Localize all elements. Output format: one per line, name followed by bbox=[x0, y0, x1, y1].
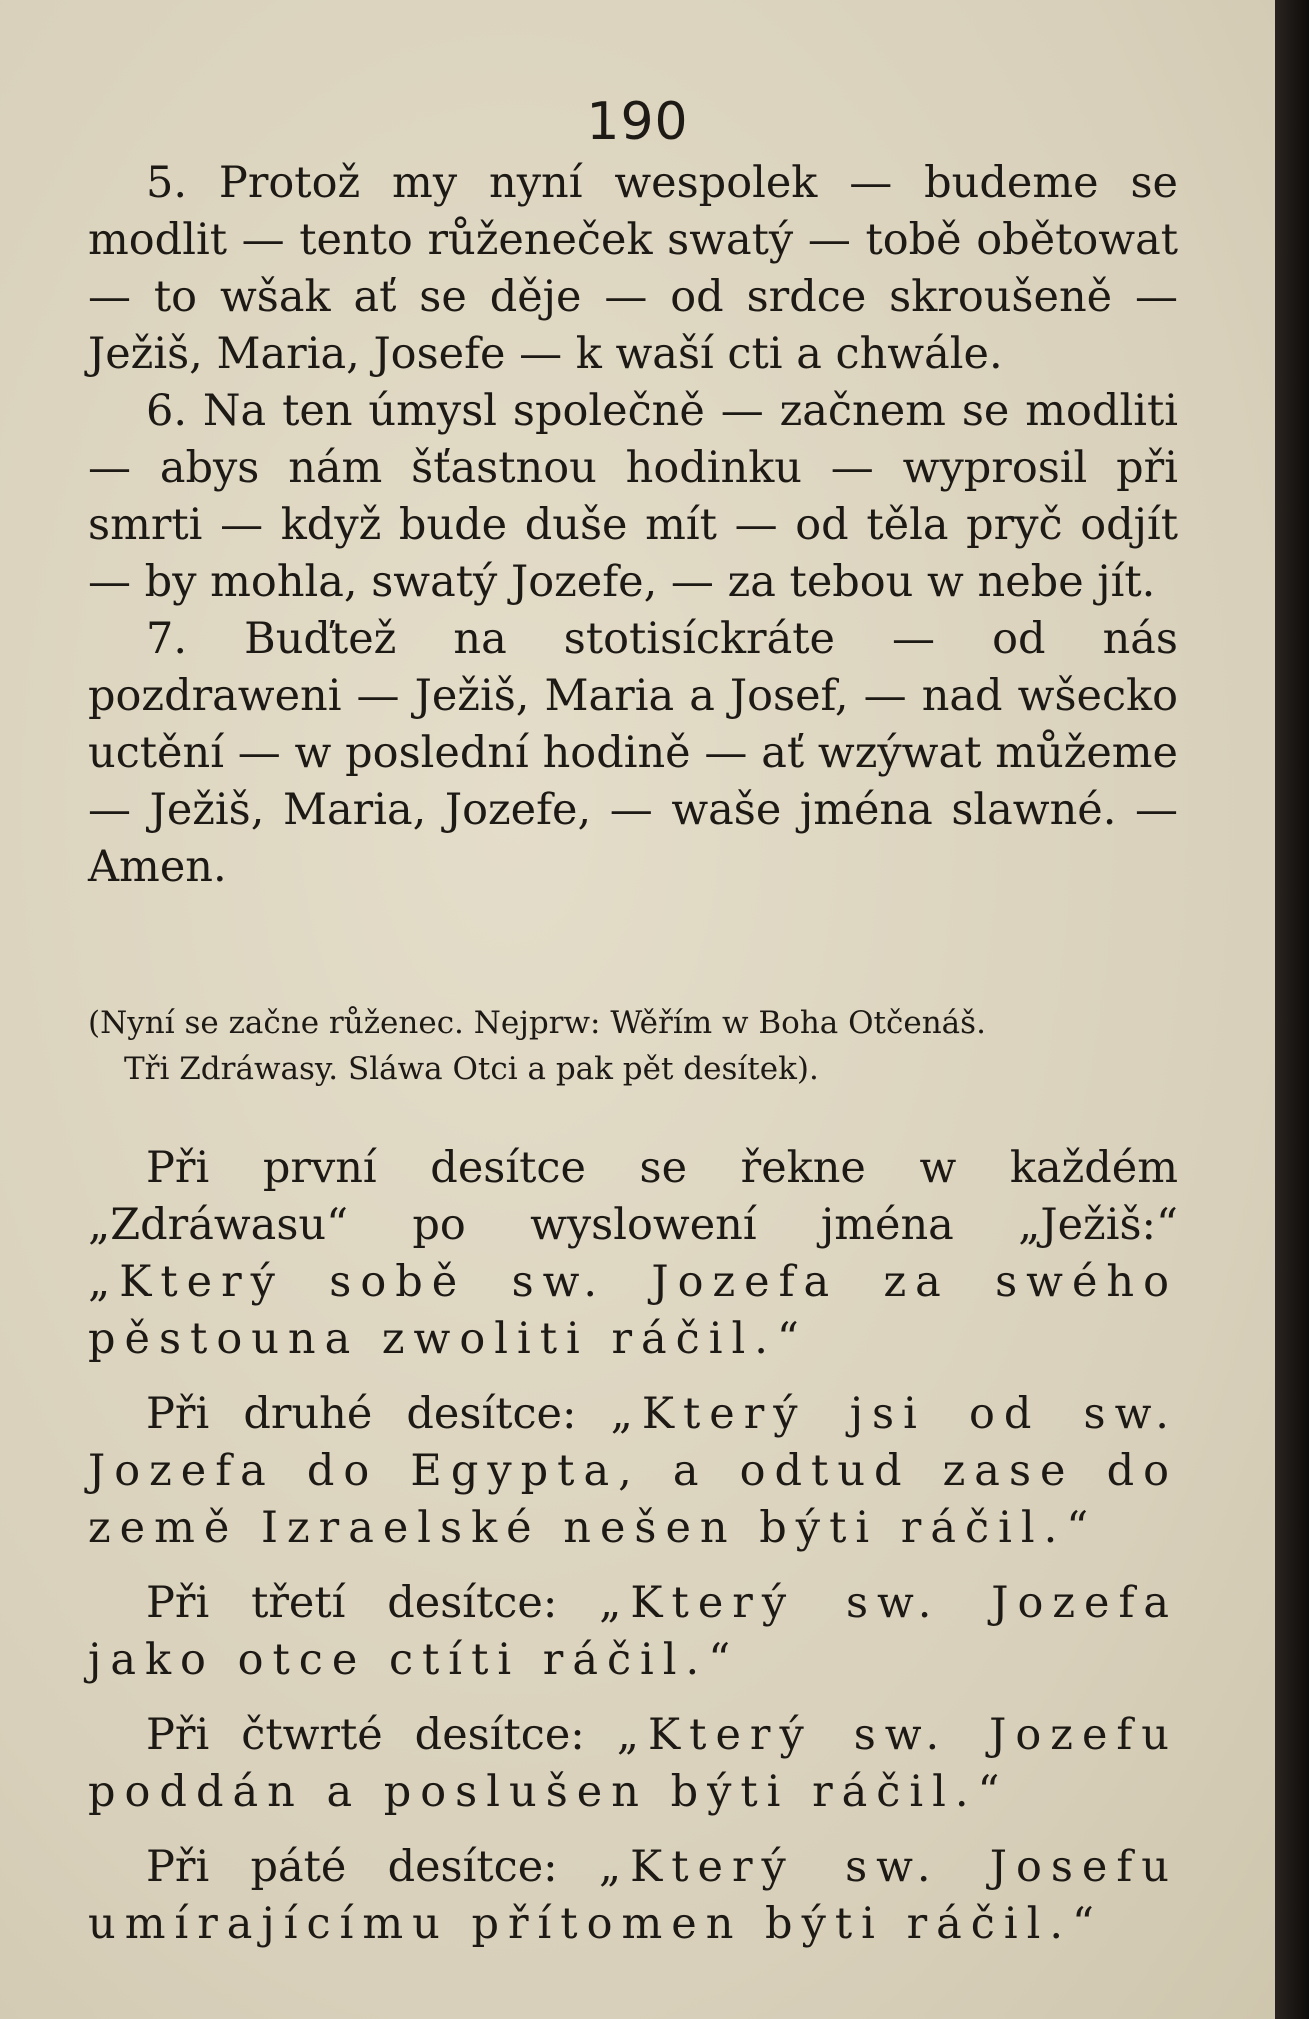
prayer-block bbox=[88, 155, 1178, 896]
book-binding-edge bbox=[1275, 0, 1309, 2019]
decade-1-quote: „Který sobě sw. Jozefa za swého pěstouna zwoliti ráčil.“ bbox=[88, 1257, 1178, 1364]
decade-5 bbox=[88, 1839, 1178, 1953]
decade-1 bbox=[88, 1140, 1178, 1368]
decade-3-quote: „Který sw. Jozefa jako otce ctíti ráčil.“ bbox=[88, 1578, 1179, 1685]
decades-block bbox=[88, 1140, 1178, 1971]
rubric-line-1: (Nyní se začne růženec. Nejprw: Wěřím w Boha Otčenáš. bbox=[88, 1005, 986, 1041]
decade-4-lead: Při čtwrté desítce: bbox=[146, 1710, 585, 1760]
prayer-verse-5: 5. Protož my nyní wespolek — budeme se modlit — tento růženeček swatý — tobě obětowat — to wšak ať se děje — od srdce skroušeně — Ježiš, Maria, Josefe — k waší cti a chwále. bbox=[88, 158, 1178, 379]
page-number: 190 bbox=[586, 92, 689, 152]
decade-5-quote: „Který sw. Josefu umírajícímu přítomen býti ráčil.“ bbox=[88, 1842, 1178, 1949]
decade-4-quote: „Který sw. Jozefu poddán a poslušen býti ráčil.“ bbox=[88, 1710, 1178, 1817]
rubric-line-2: Tři Zdráwasy. Sláwa Otci a pak pět desítek). bbox=[124, 1051, 819, 1087]
decade-3 bbox=[88, 1575, 1178, 1689]
prayer-verse-7: 7. Buďtež na stotisíckráte — od nás pozdraweni — Ježiš, Maria a Josef, — nad wšecko uctění — w poslední hodině — ať wzýwat můžeme — Ježiš, Maria, Jozefe, — waše jména slawné. — Amen. bbox=[88, 614, 1178, 892]
decade-4 bbox=[88, 1707, 1178, 1821]
decade-5-lead: Při páté desítce: bbox=[146, 1842, 558, 1892]
decade-2 bbox=[88, 1386, 1178, 1557]
prayer-verse-6: 6. Na ten úmysl společně — začnem se modliti — abys nám šťastnou hodinku — wyprosil při smrti — když bude duše mít — od těla pryč odjít — by mohla, swatý Jozefe, — za tebou w nebe jít. bbox=[88, 386, 1178, 607]
rubric-note bbox=[88, 1000, 1178, 1092]
decade-2-quote: „Který jsi od sw. Jozefa do Egypta, a odtud zase do země Izraelské nešen býti ráčil.“ bbox=[88, 1389, 1178, 1553]
decade-2-lead: Při druhé desítce: bbox=[146, 1389, 577, 1439]
decade-3-lead: Při třetí desítce: bbox=[146, 1578, 558, 1628]
decade-1-lead: Při první desítce se řekne w každém „Zdráwasu“ po wyslowení jména „Ježiš:“ bbox=[88, 1143, 1178, 1250]
